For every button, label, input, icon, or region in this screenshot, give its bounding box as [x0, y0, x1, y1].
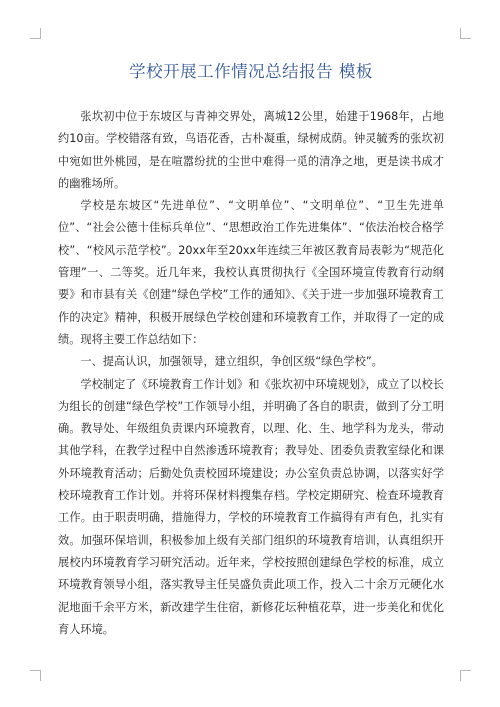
- page-corner-mark-bottom-right: [460, 670, 471, 681]
- paragraph-honors: 学校是东坡区“先进单位”、“文明单位”、“文明单位”、“卫生先进单位”、“社会公德十佳标兵单位”、“思想政治工作先进集体”、“依法治校合格学校”、“校风示范学校”。20xx年至20xx年连续三年被区教育局表彰为“规范化管理”一、二等奖。近几年来，我校认真贯彻执行《全国环境宣传教育行动纲要》和市县有关《创建“绿色学校”工作的通知》、《关于进一步加强环境教育工作的决定》精神，积极开展绿色学校创建和环境教育工作，并取得了一定的成绩。现将主要工作总结如下：: [58, 199, 444, 346]
- document-title: 学校开展工作情况总结报告 模板: [129, 62, 373, 81]
- paragraph-school-intro: 张坎初中位于东坡区与青神交界处，离城12公里，始建于1968年，占地约10亩。学校错落有致，鸟语花香，古朴凝重，绿树成荫。钟灵毓秀的张坎初中宛如世外桃园，是在喧嚣纷扰的尘世中难得一觅的清净之地，更是读书成才的幽雅场所。: [58, 110, 444, 190]
- page-corner-mark-top-right: [460, 28, 471, 39]
- paragraph-organization: 学校制定了《环境教育工作计划》和《张坎初中环境规划》，成立了以校长为组长的创建“绿色学校”工作领导小组，并明确了各自的职责，做到了分工明确。教导处、年级组负责课内环境教育，以理、化、生、地学科为龙头，带动其他学科，在教学过程中自然渗透环境教育；教导处、团委负责教室绿化和课外环境教育活动；后勤处负责校园环境建设；办公室负责总协调，以落实好学校环境教育工作计划。并将环保材料搜集存档。学校定期研究、检查环境教育工作。由于职责明确，措施得力，学校的环境教育工作搞得有声有色，扎实有效。加强环保培训，积极参加上级有关部门组织的环境教育培训，认真组织开展校内环境教育学习研究活动。近年来，学校按照创建绿色学校的标准，成立环境教育领导小组，落实教导主任吴盛负责此项工作，投入二十余万元硬化水泥地面千余平方米，新改建学生住宿，新修花坛种植花草，进一步美化和优化育人环境。: [58, 377, 444, 636]
- document-body: [58, 58, 444, 641]
- page-corner-mark-top-left: [30, 28, 41, 39]
- page-corner-mark-bottom-left: [30, 670, 41, 681]
- paragraph-section-heading: 一、提高认识，加强领导，建立组织，争创区级“绿色学校”。: [80, 355, 383, 369]
